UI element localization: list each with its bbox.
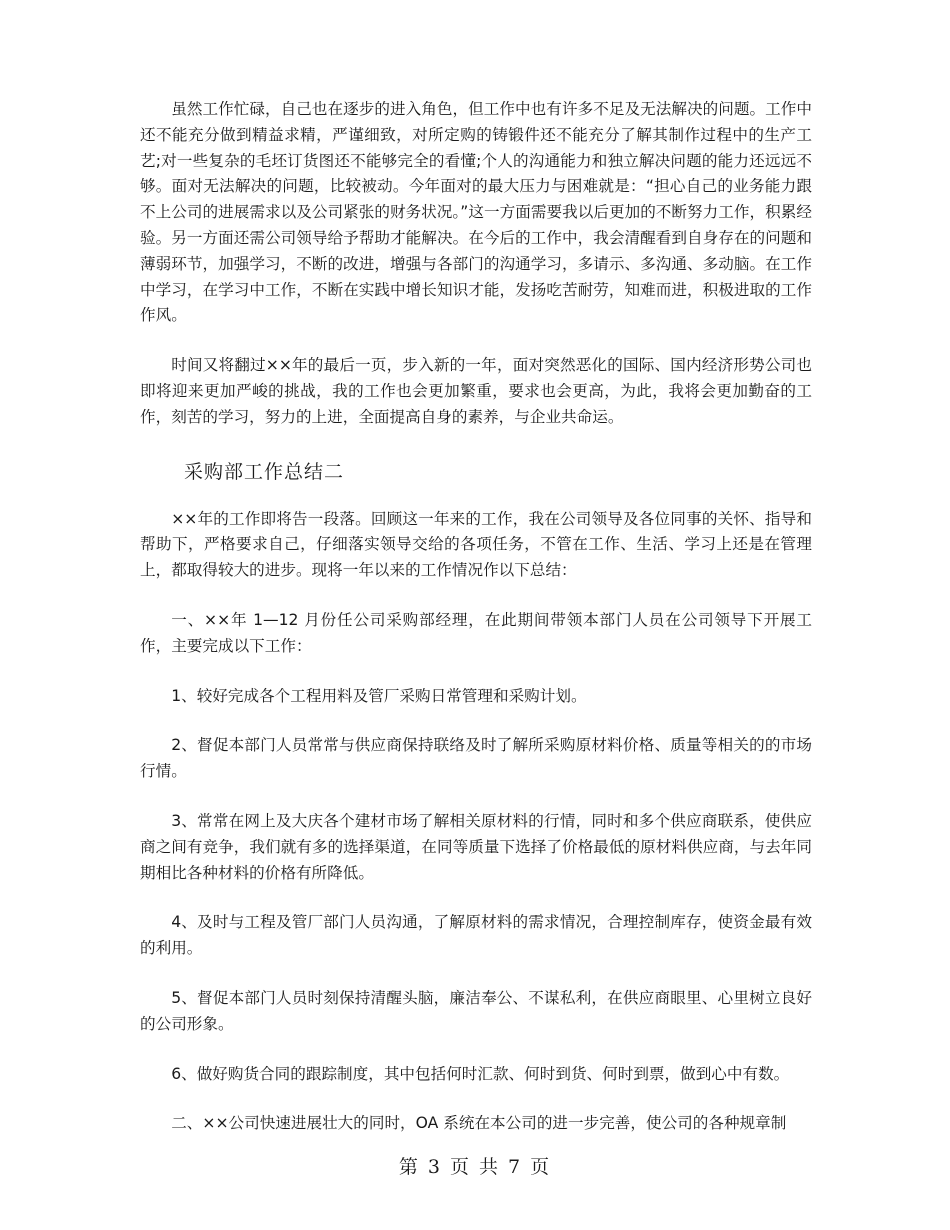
section-heading: 采购部工作总结二	[184, 460, 345, 483]
document-page	[140, 97, 812, 1137]
list-item: 3、常常在网上及大庆各个建材市场了解相关原材料的行情，同时和多个供应商联系，使供应商之间有竞争，我们就有多的选择渠道，在同等质量下选择了价格最低的原材料供应商，与去年同期相比各种材料的价格有所降低。	[140, 811, 812, 882]
list-item: 2、督促本部门人员常常与供应商保持联络及时了解所采购原材料价格、质量等相关的的市场行情。	[140, 736, 812, 781]
paragraph-item-one: 一、××年 1—12 月份任公司采购部经理，在此期间带领本部门人员在公司领导下开展工作，主要完成以下工作：	[140, 610, 812, 655]
list-item: 5、督促本部门人员时刻保持清醒头脑，廉洁奉公、不谋私利，在供应商眼里、心里树立良好的公司形象。	[140, 988, 812, 1033]
paragraph-intro: ××年的工作即将告一段落。回顾这一年来的工作，我在公司领导及各位同事的关怀、指导和帮助下，严格要求自己，仔细落实领导交给的各项任务，不管在工作、生活、学习上还是在管理上，都取得较大的进步。现将一年以来的工作情况作以下总结：	[140, 509, 812, 580]
list-item: 6、做好购货合同的跟踪制度，其中包括何时汇款、何时到货、何时到票，做到心中有数。	[171, 1064, 790, 1083]
page-number-footer: 第 3 页 共 7 页	[398, 1156, 552, 1178]
paragraph-item-two: 二、××公司快速进展壮大的同时，OA 系统在本公司的进一步完善，使公司的各种规章制	[171, 1114, 787, 1133]
list-item: 4、及时与工程及管厂部门人员沟通，了解原材料的需求情况，合理控制库存，使资金最有效的利用。	[140, 913, 812, 958]
paragraph-outlook: 时间又将翻过××年的最后一页，步入新的一年，面对突然恶化的国际、国内经济形势公司也即将迎来更加严峻的挑战，我的工作也会更加繁重，要求也会更高，为此，我将会更加勤奋的工作，刻苦的学习，努力的上进，全面提高自身的素养，与企业共命运。	[140, 356, 812, 426]
list-item: 1、较好完成各个工程用料及管厂采购日常管理和采购计划。	[171, 686, 587, 705]
paragraph-difficulties: 虽然工作忙碌，自己也在逐步的进入角色，但工作中也有许多不足及无法解决的问题。工作中还不能充分做到精益求精，严谨细致，对所定购的铸锻件还不能充分了解其制作过程中的生产工艺;对一些复杂的毛坯订货图还不能够完全的看懂;个人的沟通能力和独立解决问题的能力还远远不够。面对无法解决的问题，比较被动。今年面对的最大压力与困难就是：“担心自己的业务能力跟不上公司的进展需求以及公司紧张的财务状况。”这一方面需要我以后更加的不断努力工作，积累经验。另一方面还需公司领导给予帮助才能解决。在今后的工作中，我会清醒看到自身存在的问题和薄弱环节，加强学习，不断的改进，增强与各部门的沟通学习，多请示、多沟通、多动脑。在工作中学习，在学习中工作，不断在实践中增长知识才能，发扬吃苦耐劳，知难而进，积极进取的工作作风。	[140, 100, 812, 325]
